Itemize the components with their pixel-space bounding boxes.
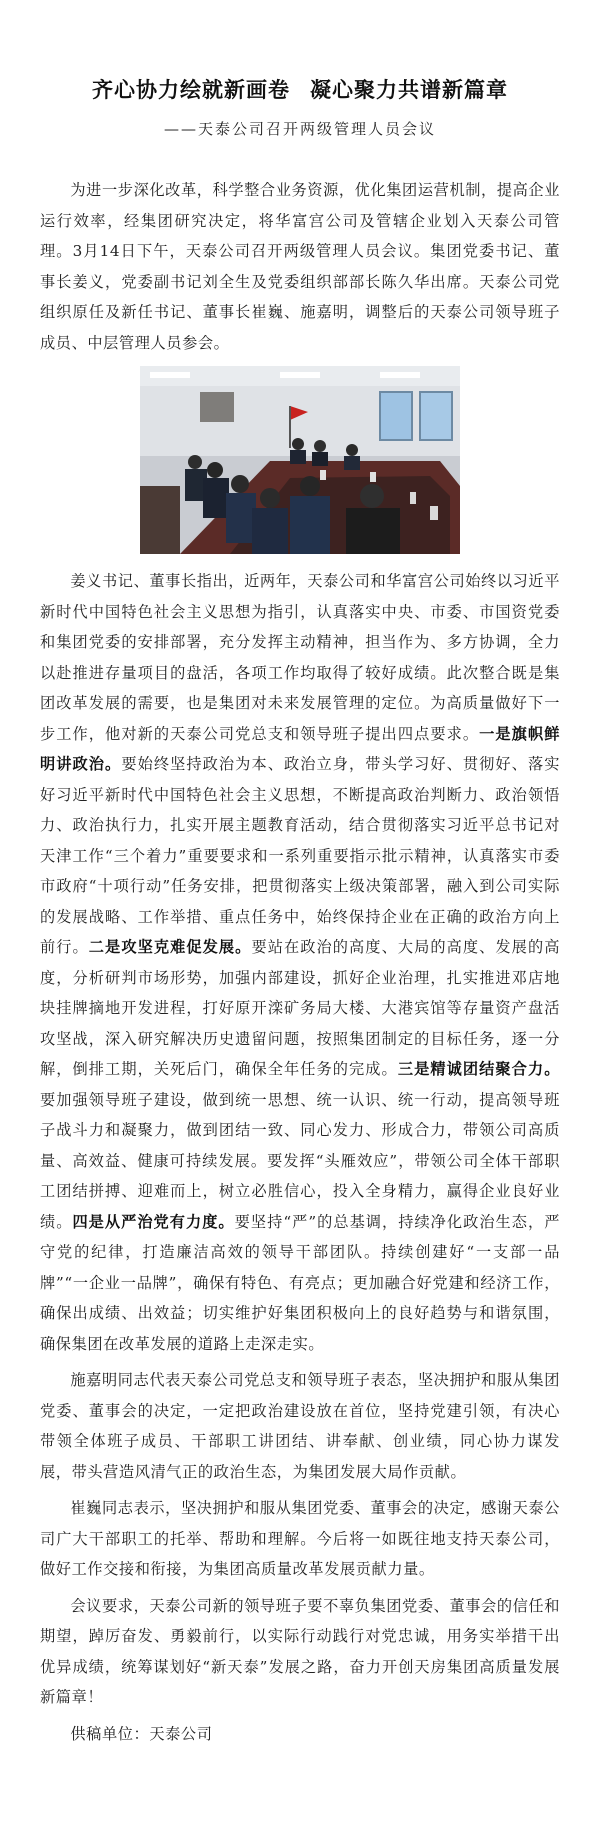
article-body [40, 175, 560, 1749]
paragraph-cui-statement: 崔巍同志表示，坚决拥护和服从集团党委、董事会的决定，感谢天泰公司广大干部职工的托举、帮助和理解。今后将一如既往地支持天泰公司，做好工作交接和衔接，为集团高质量改革发展贡献力量。 [40, 1499, 560, 1578]
point-two-heading: 二是攻坚克难促发展。 [88, 938, 252, 956]
supplier-line: 供稿单位：天泰公司 [70, 1724, 213, 1743]
point-one-heading: 一是旗帜鲜明讲政治。 [40, 724, 561, 773]
paragraph-meeting-requirement: 会议要求，天泰公司新的领导班子要不辜负集团党委、董事会的信任和期望，踔厉奋发、勇毅前行，以实际行动践行对党忠诚，用务实举措干出优异成绩，统筹谋划好“新天泰”发展之路，奋力开创天房集团高质量发展新篇章！ [40, 1596, 560, 1706]
article-title-part2: 凝心聚力共谱新篇章 [310, 78, 508, 102]
article-subtitle: ——天泰公司召开两级管理人员会议 [163, 120, 436, 138]
paragraph-shi-statement: 施嘉明同志代表天泰公司党总支和领导班子表态，坚决拥护和服从集团党委、董事会的决定，一定把政治建设放在首位，坚持党建引领，有决心带领全体班子成员、干部职工讲团结、讲奉献、创业绩，同心协力谋发展，带头营造风清气正的政治生态，为集团发展大局作贡献。 [40, 1371, 560, 1481]
paragraph-requirements: 姜义书记、董事长指出，近两年，天泰公司和华富宫公司始终以习近平新时代中国特色社会主义思想为指引，认真落实中央、市委、市国资党委和集团党委的安排部署，充分发挥主动精神，担当作为、多方协调，全力以赴推进存量项目的盘活，各项工作均取得了较好成绩。此次整合既是集团改革发展的需要，也是集团对未来发展管理的定位。为高质量做好下一步工作，他对新的天泰公司党总支和领导班子提出四点要求。一是旗帜鲜明讲政治。要始终坚持政治为本、政治立身，带头学习好、贯彻好、落实好习近平新时代中国特色社会主义思想，不断提高政治判断力、政治领悟力、政治执行力，扎实开展主题教育活动，结合贯彻落实习近平总书记对天津工作“三个着力”重要要求和一系列重要指示批示精神，认真落实市委市政府“十项行动”任务安排，把贯彻落实上级决策部署，融入到公司实际的发展战略、工作举措、重点任务中，始终保持企业在正确的政治方向上前行。二是攻坚克难促发展。要站在政治的高度、大局的高度、发展的高度，分析研判市场形势，加强内部建设，抓好企业治理，扎实推进邓店地块挂牌摘地开发进程，打好原开滦矿务局大楼、大港宾馆等存量资产盘活攻坚战，深入研究解决历史遗留问题，按照集团制定的目标任务，逐一分解，倒排工期，关死后门，确保全年任务的完成。三是精诚团结聚合力。要加强领导班子建设，做到统一思想、统一认识、统一行动，提高领导班子战斗力和凝聚力，做到团结一致、同心发力、形成合力，带领公司高质量、高效益、健康可持续发展。要发挥“头雁效应”，带领公司全体干部职工团结拼搏、迎难而上，树立必胜信心，投入全身精力，赢得企业良好业绩。四是从严治党有力度。要坚持“严”的总基调，持续净化政治生态，严守党的纪律，打造廉洁高效的领导干部团队。持续创建好“一支部一品牌”“一企业一品牌”，确保有特色、有亮点；更加融合好党建和经济工作，确保出成绩、出效益；切实维护好集团积极向上的良好趋势与和谐氛围，确保集团在改革发展的道路上走深走实。 [40, 572, 561, 1353]
point-four-heading: 四是从严治党有力度。 [72, 1212, 235, 1231]
paragraph-intro: 为进一步深化改革，科学整合业务资源，优化集团运营机制，提高企业运行效率，经集团研究决定，将华富宫公司及管辖企业划入天泰公司管理。3月14日下午，天泰公司召开两级管理人员会议。集团党委书记、董事长姜义，党委副书记刘全生及党委组织部部长陈久华出席。天泰公司党组织原任及新任书记、董事长崔巍、施嘉明，调整后的天泰公司领导班子成员、中层管理人员参会。 [40, 181, 560, 352]
point-three-heading: 三是精诚团结聚合力。 [397, 1060, 560, 1078]
article-title [40, 0, 560, 104]
meeting-photo [140, 366, 460, 554]
article-title-part1: 齐心协力绘就新画卷 [92, 78, 290, 102]
